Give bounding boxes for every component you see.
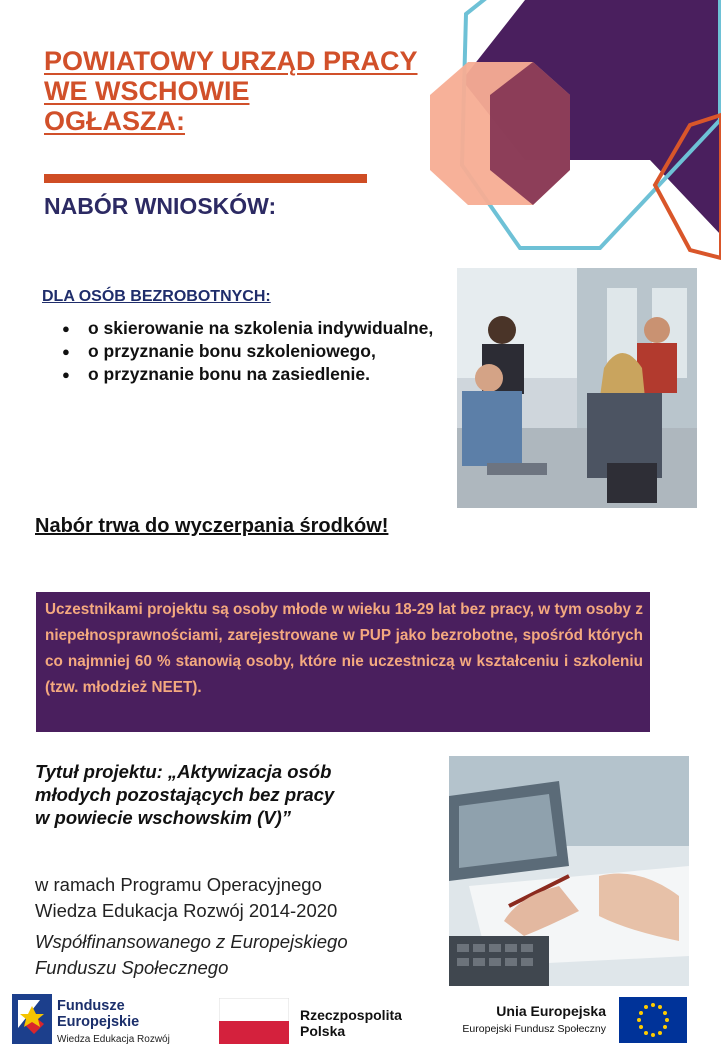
fe-line-3: Wiedza Edukacja Rozwój — [57, 1034, 170, 1045]
eu-flag-icon — [619, 997, 687, 1043]
cofinance-line-1: Współfinansowanego z Europejskiego — [35, 931, 348, 952]
page-title — [44, 46, 464, 136]
meeting-photo — [457, 268, 697, 508]
participants-info-text: Uczestnikami projektu są osoby młode w wieku 18-29 lat bez pracy, w tym osoby z niepełnosprawnościami, zarejestrowane w PUP jako bezrobotne, spośród których co najmniej 60 % stanowią osoby, które nie uczestniczą w kształceniu i szkoleniu (tzw. młodzież NEET). — [45, 601, 643, 696]
program-text — [35, 872, 337, 924]
rp-line-1: Rzeczpospolita — [300, 1007, 402, 1023]
project-title-line-2: młodych pozostających bez pracy — [35, 784, 335, 805]
ue-line-2: Europejski Fundusz Społeczny — [462, 1023, 606, 1035]
list-item: ● o przyznanie bonu szkoleniowego, — [60, 340, 460, 363]
ue-line-1: Unia Europejska — [496, 1003, 606, 1019]
program-line-2: Wiedza Edukacja Rozwój 2014-2020 — [35, 900, 338, 921]
program-line-1: w ramach Programu Operacyjnego — [35, 874, 322, 895]
fe-line-1: Fundusze — [57, 998, 125, 1014]
project-title-line-1: Tytuł projektu: „Aktywizacja osób — [35, 761, 332, 782]
cofinance-line-2: Funduszu Społecznego — [35, 957, 229, 978]
rp-line-2: Polska — [300, 1023, 346, 1039]
title-line-2: WE WSCHOWIE — [44, 76, 250, 106]
fundusze-europejskie-logo-icon — [12, 994, 52, 1044]
subheading: NABÓR WNIOSKÓW: — [44, 193, 277, 219]
eligibility-label: DLA OSÓB BEZROBOTNYCH: — [42, 288, 271, 305]
fe-line-2: Europejskie — [57, 1014, 140, 1030]
project-title-line-3: w powiecie wschowskim (V)” — [35, 807, 291, 828]
list-item: ● o przyznanie bonu na zasiedlenie. — [60, 363, 460, 386]
participants-info-box — [36, 592, 650, 732]
title-line-3: OGŁASZA: — [44, 106, 185, 136]
orange-divider — [44, 174, 367, 183]
list-item: ● o skierowanie na szkolenia indywidualne, — [60, 317, 460, 340]
unia-europejska-text — [462, 1003, 606, 1035]
cofinance-text — [35, 929, 348, 981]
title-line-1: POWIATOWY URZĄD PRACY — [44, 46, 418, 76]
project-title — [35, 760, 415, 829]
poland-flag-icon — [219, 998, 289, 1044]
rzeczpospolita-polska-text — [300, 1007, 402, 1039]
eligibility-list — [60, 317, 460, 386]
deadline-callout: Nabór trwa do wyczerpania środków! — [35, 515, 389, 537]
writing-photo — [449, 756, 689, 986]
fundusze-europejskie-text — [57, 998, 170, 1048]
